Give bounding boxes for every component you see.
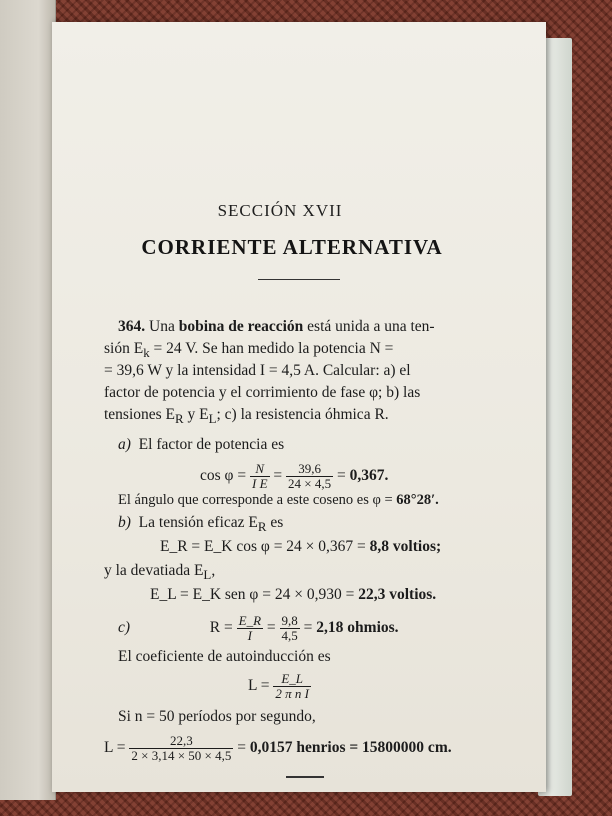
text: R =	[209, 619, 233, 637]
section-heading: SECCIÓN XVII	[217, 201, 343, 220]
l2-equation: L = $\frac{22,3}{2 \times 3,14 \times 50 \times 4,5}$ = 0,0157 henrios = 15800000 cm.	[104, 733, 452, 763]
er-equation	[160, 538, 441, 556]
el-equation	[150, 586, 436, 604]
problem-line-5	[104, 406, 389, 427]
angle-line	[118, 492, 439, 509]
text: La tensión eficaz E	[138, 514, 258, 531]
text: Una	[149, 318, 175, 335]
text: L =	[248, 677, 270, 695]
text: cos φ =	[200, 467, 247, 485]
title-rule	[258, 279, 340, 280]
text: E_R = E_K cos φ = 24 × 0,367 =	[160, 538, 366, 555]
left-page-edge	[0, 0, 56, 800]
fraction: $\frac{39,6}{24 \times 4,5}$	[288, 461, 332, 491]
text: = 24 V. Se han medido la potencia N =	[149, 340, 394, 357]
text: L =	[104, 739, 126, 757]
part-label: b)	[118, 514, 131, 531]
problem-line-3: = 39,6 W y la intensidad I = 4,5 A. Calcular: a) el	[104, 362, 411, 379]
text: tensiones E	[104, 406, 176, 423]
el-intro: y la devatiada $E_L$,	[104, 562, 216, 583]
part-label: a)	[118, 436, 131, 453]
problem-line-4: factor de potencia y el corrimiento de fase φ; b) las	[104, 384, 421, 401]
text: sión E	[104, 340, 144, 357]
text: El factor de potencia es	[138, 436, 285, 453]
text: ; c) la resistencia óhmica R.	[216, 406, 389, 423]
l-equation	[248, 672, 311, 701]
part-c-line: c) R = $\frac{E\_R}{I}$ = $\frac{9,8}{4,5}$ = 2,18 ohmios.	[118, 613, 399, 643]
text-bold: bobina de reacción	[178, 318, 304, 335]
text: E_L = E_K sen φ = 24 × 0,930 =	[150, 586, 355, 603]
result: 2,18 ohmios.	[316, 619, 399, 637]
result: 8,8 voltios;	[369, 538, 442, 555]
cos-equation: cos φ = $\frac{N}{\text{I E}}$ = $\frac{39,6}{24 \times 4,5}$ = 0,367.	[200, 461, 389, 491]
subscript: R	[175, 411, 184, 427]
text: está unida a una ten-	[307, 318, 435, 335]
problem-number: 364.	[118, 318, 146, 335]
chapter-heading: CORRIENTE ALTERNATIVA	[141, 235, 443, 259]
n-line: Si n = 50 períodos por segundo,	[118, 708, 316, 725]
part-a-line	[118, 436, 284, 454]
fraction: $\frac{22,3}{2 \times 3,14 \times 50 \times 4,5}$	[131, 733, 232, 763]
result: 68°28′.	[396, 492, 439, 508]
fraction: $\frac{E\_L}{\text{2 π n I}}$	[275, 671, 309, 701]
text: El ángulo que corresponde a este coseno es φ =	[118, 492, 393, 508]
subscript: L	[203, 567, 212, 583]
problem-line-2	[104, 340, 393, 361]
result: 0,367.	[349, 467, 389, 485]
text: es	[266, 514, 284, 531]
part-b-line	[118, 514, 283, 535]
subscript: k	[143, 345, 150, 361]
fraction: $\frac{N}{\text{I E}}$	[251, 461, 268, 491]
subscript: R	[257, 519, 267, 535]
end-rule	[286, 776, 324, 778]
fraction: $\frac{E\_R}{I}$	[238, 613, 262, 643]
part-label: c)	[118, 619, 131, 637]
coef-line: El coeficiente de autoinducción es	[118, 648, 331, 665]
text: y E	[183, 406, 209, 423]
result: 22,3 voltios.	[358, 586, 437, 603]
result: 0,0157 henrios = 15800000 cm.	[249, 739, 452, 757]
problem-line-1	[118, 318, 435, 336]
subscript: L	[208, 411, 217, 427]
fraction: $\frac{9,8}{4,5}$	[281, 613, 298, 643]
text: y la devatiada E	[104, 562, 204, 579]
